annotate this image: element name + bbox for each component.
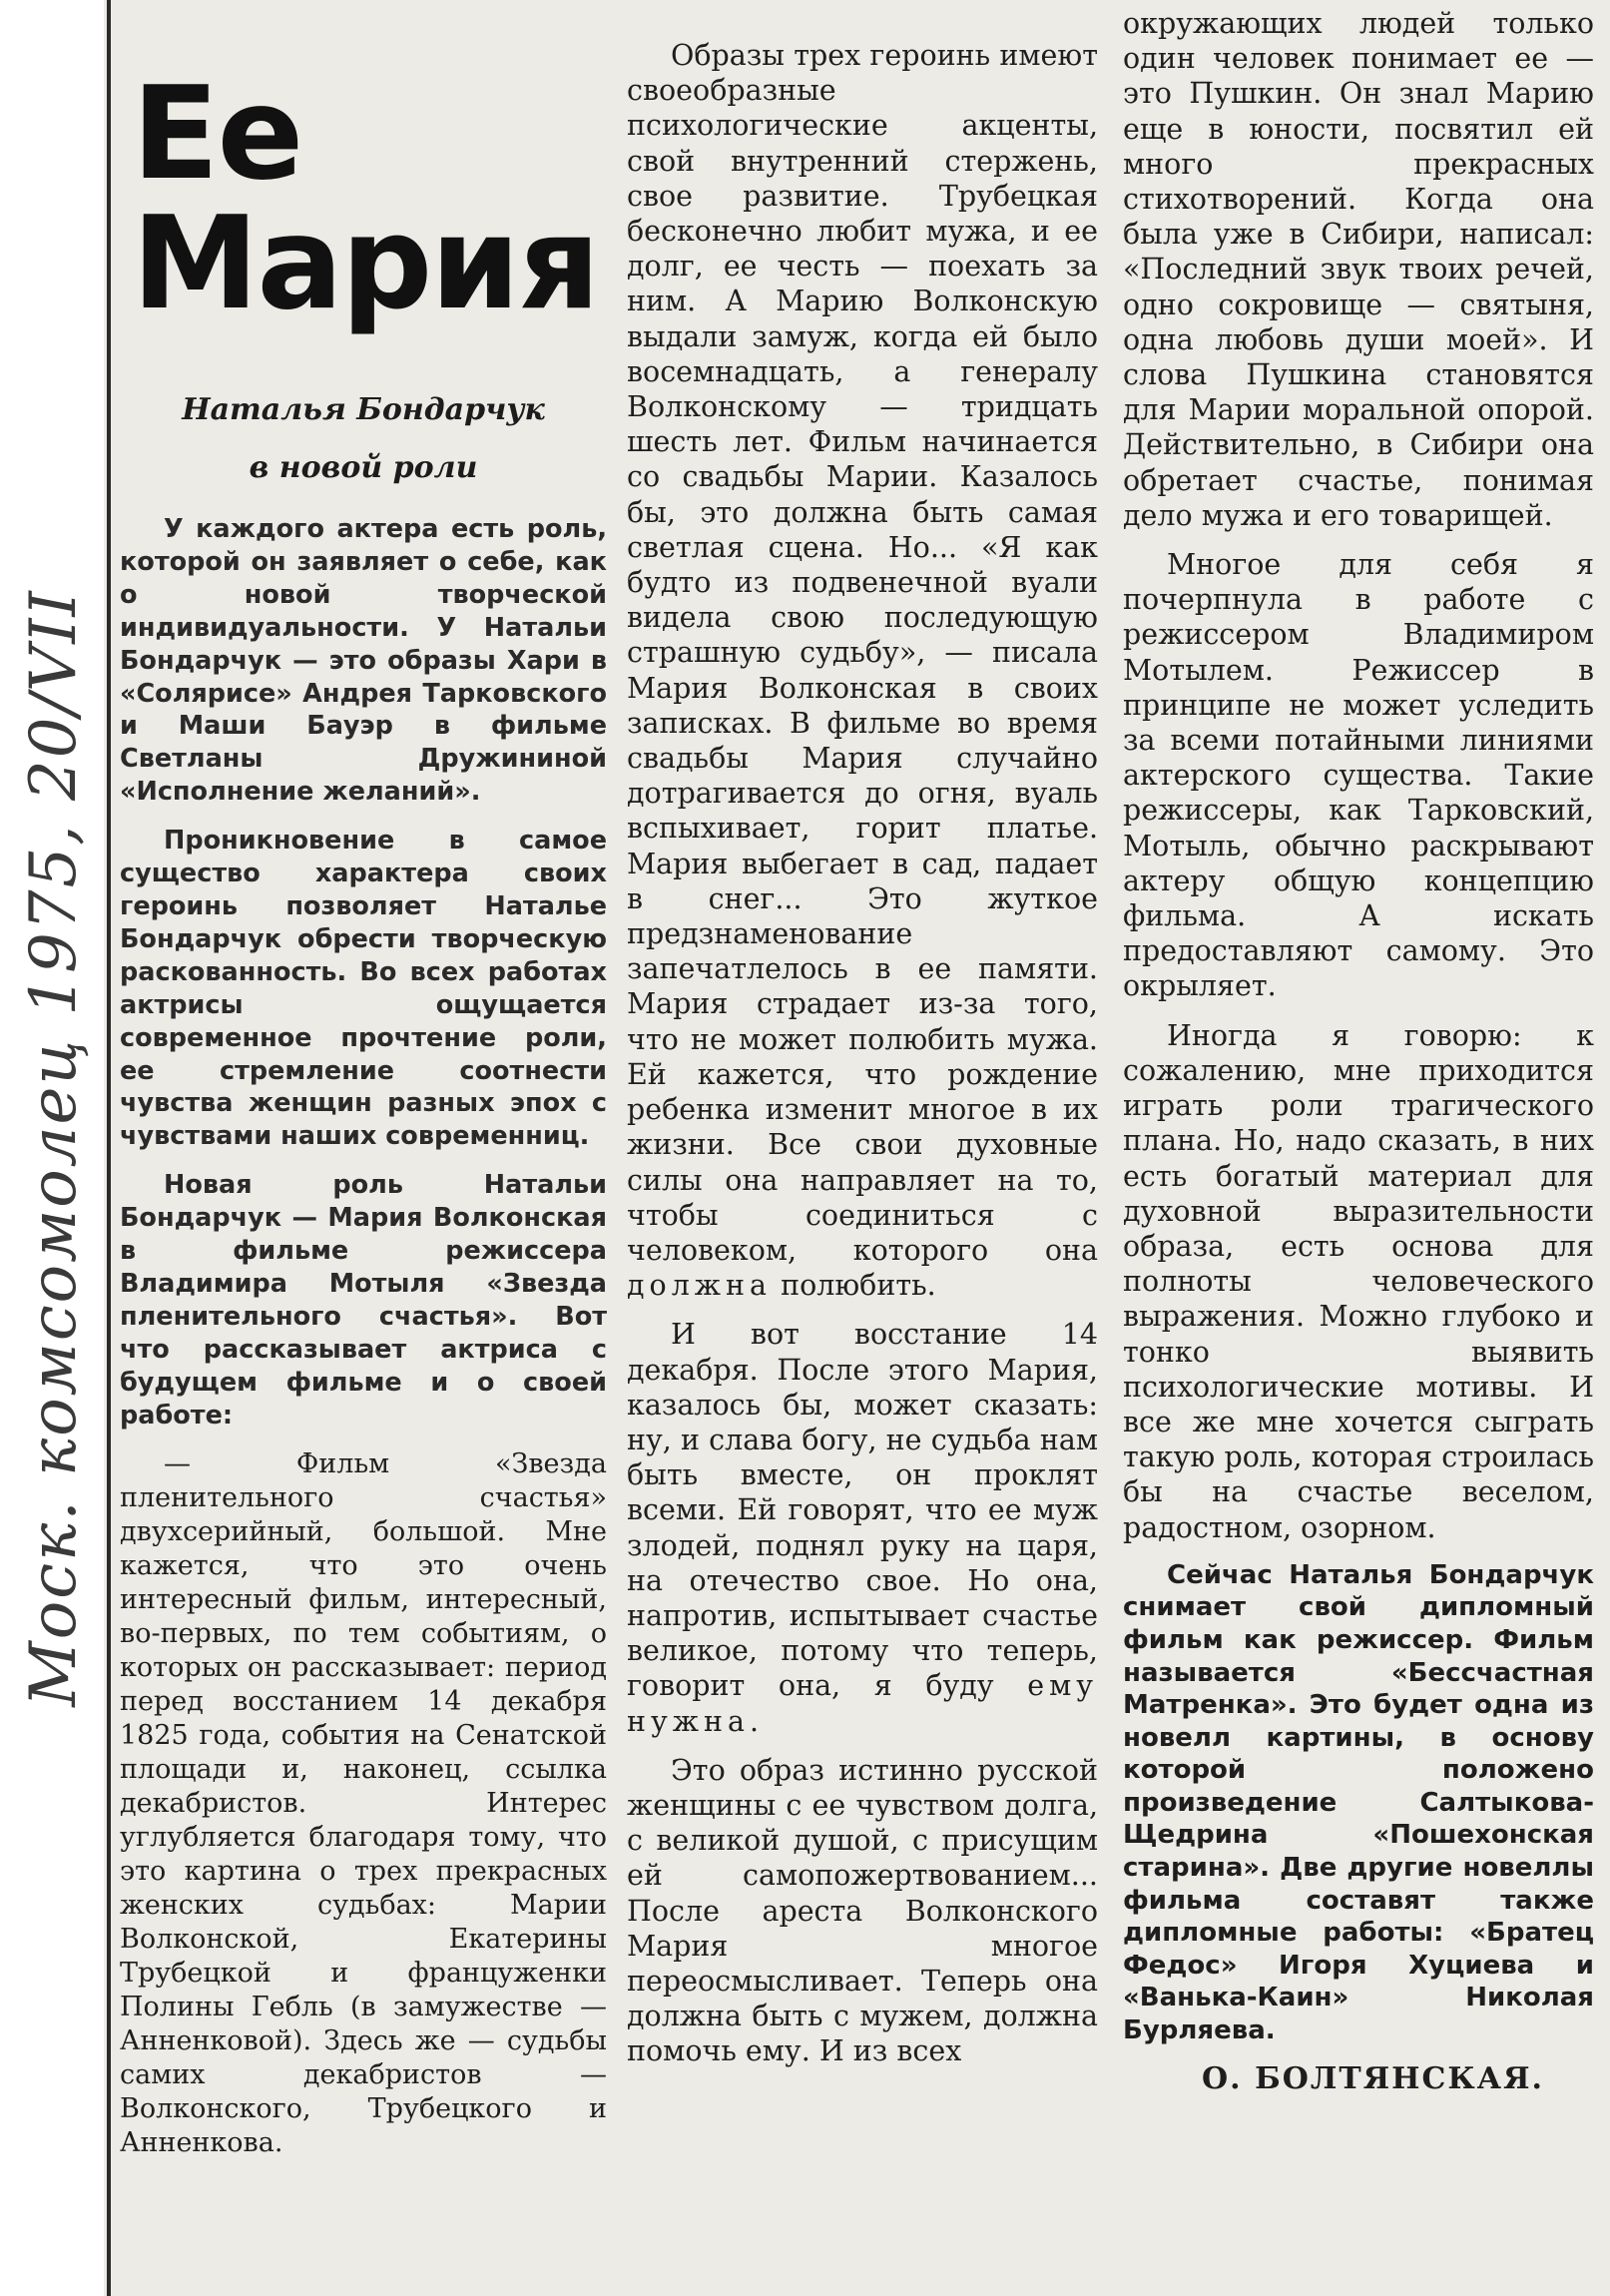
column2-paragraph-3: Это образ истинно русской женщины с ее чувством долга, с великой душой, с присущим ей самопожертвованием... После ареста Волконского Мария многое переосмысливает. Теперь она должна быть с мужем, должна помочь ему. И из всех [627, 1753, 1098, 2068]
column2-paragraph-1-text: Образы трех героинь имеют своеобразные психологические акценты, свой внутренний стержень, свое развитие. Трубецкая бесконечно любит мужа, и ее долг, ее честь — поехать за ним. А Марию Волконскую выдали замуж, когда ей было восемнадцать, а генералу Волконскому — тридцать шесть лет. Фильм начинается со свадьбы Марии. Казалось бы, это должна быть самая светлая сцена. Но... «Я как будто из подвенечной вуали видела свою последующую страшную судьбу», — писала Мария Волконская в своих записках. В фильме во время свадьбы Мария случайно дотрагивается до огня, вуаль вспыхивает, горит платье. Мария выбегает в сад, падает в снег... Это жуткое предзнаменование запечатлелось в ее памяти. Мария страдает из-за того, что не может полюбить мужа. Ей кажется, что рождение ребенка изменит многое в их жизни. Все свои духовные силы она направляет на то, чтобы соединиться с человеком, которого она [627, 39, 1098, 1267]
author-signature: О. БОЛТЯНСКАЯ. [1202, 2060, 1544, 2096]
column2-paragraph-1 [627, 38, 1098, 1303]
column1-paragraph-2: Проникновение в самое существо характера своих героинь позволяет Наталье Бондарчук обрести творческую раскованность. Во всех работах актрисы ощущается современное прочтение роли, ее стремление соотнести чувства женщин разных эпох с чувствами наших современниц. [120, 826, 607, 1152]
column3-paragraph-2: Многое для себя я почерпнула в работе с режиссером Владимиром Мотылем. Режиссер в принципе не может уследить за всеми потайными линиями актерского существа. Такие режиссеры, как Тарковский, Мотыль, обычно раскрывают актеру общую концепцию фильма. А искать предоставляют самому. Это окрыляет. [1123, 548, 1594, 1003]
subheadline-line-2: в новой роли [249, 450, 478, 485]
clipping-left-rule [107, 0, 111, 2296]
article-column-1 [120, 60, 607, 2176]
article-column-3 [1123, 6, 1594, 2096]
column2-paragraph-2-text: И вот восстание 14 декабря. После этого Мария, казалось бы, может сказать: ну, и слава богу, не судьба нам быть вместе, он проклят всеми. Ей говорят, что ее муж злодей, поднял руку на царя, на отечество свое. Но она, напротив, испытывает счастье великое, потому что теперь, говорит она, я буду [627, 1318, 1098, 1703]
column3-paragraph-3: Иногда я говорю: к сожалению, мне приходится играть роли трагического плана. Но, надо сказать, в них есть богатый материал для духовной выразительности образа, есть основа для полноты человеческого выражения. Можно глубоко и тонко выявить психологические мотивы. И все же мне хочется сыграть такую роль, которая строилась бы на счастье веселом, радостном, озорном. [1123, 1018, 1594, 1544]
article-subheadline [120, 381, 607, 497]
column1-paragraph-1: У каждого актера есть роль, которой он заявляет о себе, как о новой творческой индивидуальности. У Натальи Бондарчук — это образы Хари в «Солярисе» Андрея Тарковского и Маши Бауэр в фильме Светланы Дружининой «Исполнение желаний». [120, 514, 607, 808]
subheadline-line-1: Наталья Бондарчук [182, 392, 545, 427]
article-headline: Ее Мария [132, 60, 599, 338]
column1-paragraph-3: Новая роль Натальи Бондарчук — Мария Волконская в фильме режиссера Владимира Мотыля «Звезда пленительного счастья». Вот что рассказывает актриса с будущем фильме и о своей работе: [120, 1170, 607, 1431]
article-column-2 [627, 38, 1098, 2083]
emphasis-must: должна [627, 1269, 773, 1303]
column3-paragraph-1: окружающих людей только один человек понимает ее — это Пушкин. Он знал Марию еще в юности, посвятил ей много прекрасных стихотворений. Когда она была уже в Сибири, написал: «Последний звук твоих речей, одно сокровище — святыня, одна любовь души моей». И слова Пушкина становятся для Марии моральной опорой. Действительно, в Сибири она обретает счастье, понимая дело мужа и его товарищей. [1123, 7, 1594, 532]
column1-paragraph-4: — Фильм «Звезда пленительного счастья» двухсерийный, большой. Мне кажется, что это очень интересный фильм, интересный, во-первых, по тем событиям, о которых он рассказывает: период перед восстанием 14 декабря 1825 года, события на Сенатской площади и, наконец, ссылка декабристов. Интерес углубляется благодаря тому, что это картина о трех прекрасных женских судьбах: Марии Волконской, Екатерины Трубецкой и француженки Полины Гебль (в замужестве — Анненковой). Здесь же — судьбы самих декабристов — Волконского, Трубецкого и Анненкова. [120, 1448, 607, 2159]
emphasis-needed: ему нужна. [627, 1669, 1099, 1738]
handwritten-annotation [4, 0, 104, 2296]
column2-paragraph-2 [627, 1317, 1098, 1738]
handwritten-date-note: Моск. комсомолец 1975, 20/VII [17, 589, 91, 1707]
column2-paragraph-1-end: полюбить. [781, 1269, 936, 1303]
column3-paragraph-4: Сейчас Наталья Бондарчук снимает свой дипломный фильм как режиссер. Фильм называется «Бессчастная Матренка». Это будет одна из новелл картины, в основу которой положено произведение Салтыкова-Щедрина «Пошехонская старина». Две другие новеллы фильма составят также дипломные работы: «Братец Федос» Игоря Хуциева и «Ванька-Каин» Николая Бурляева. [1123, 1559, 1594, 2046]
